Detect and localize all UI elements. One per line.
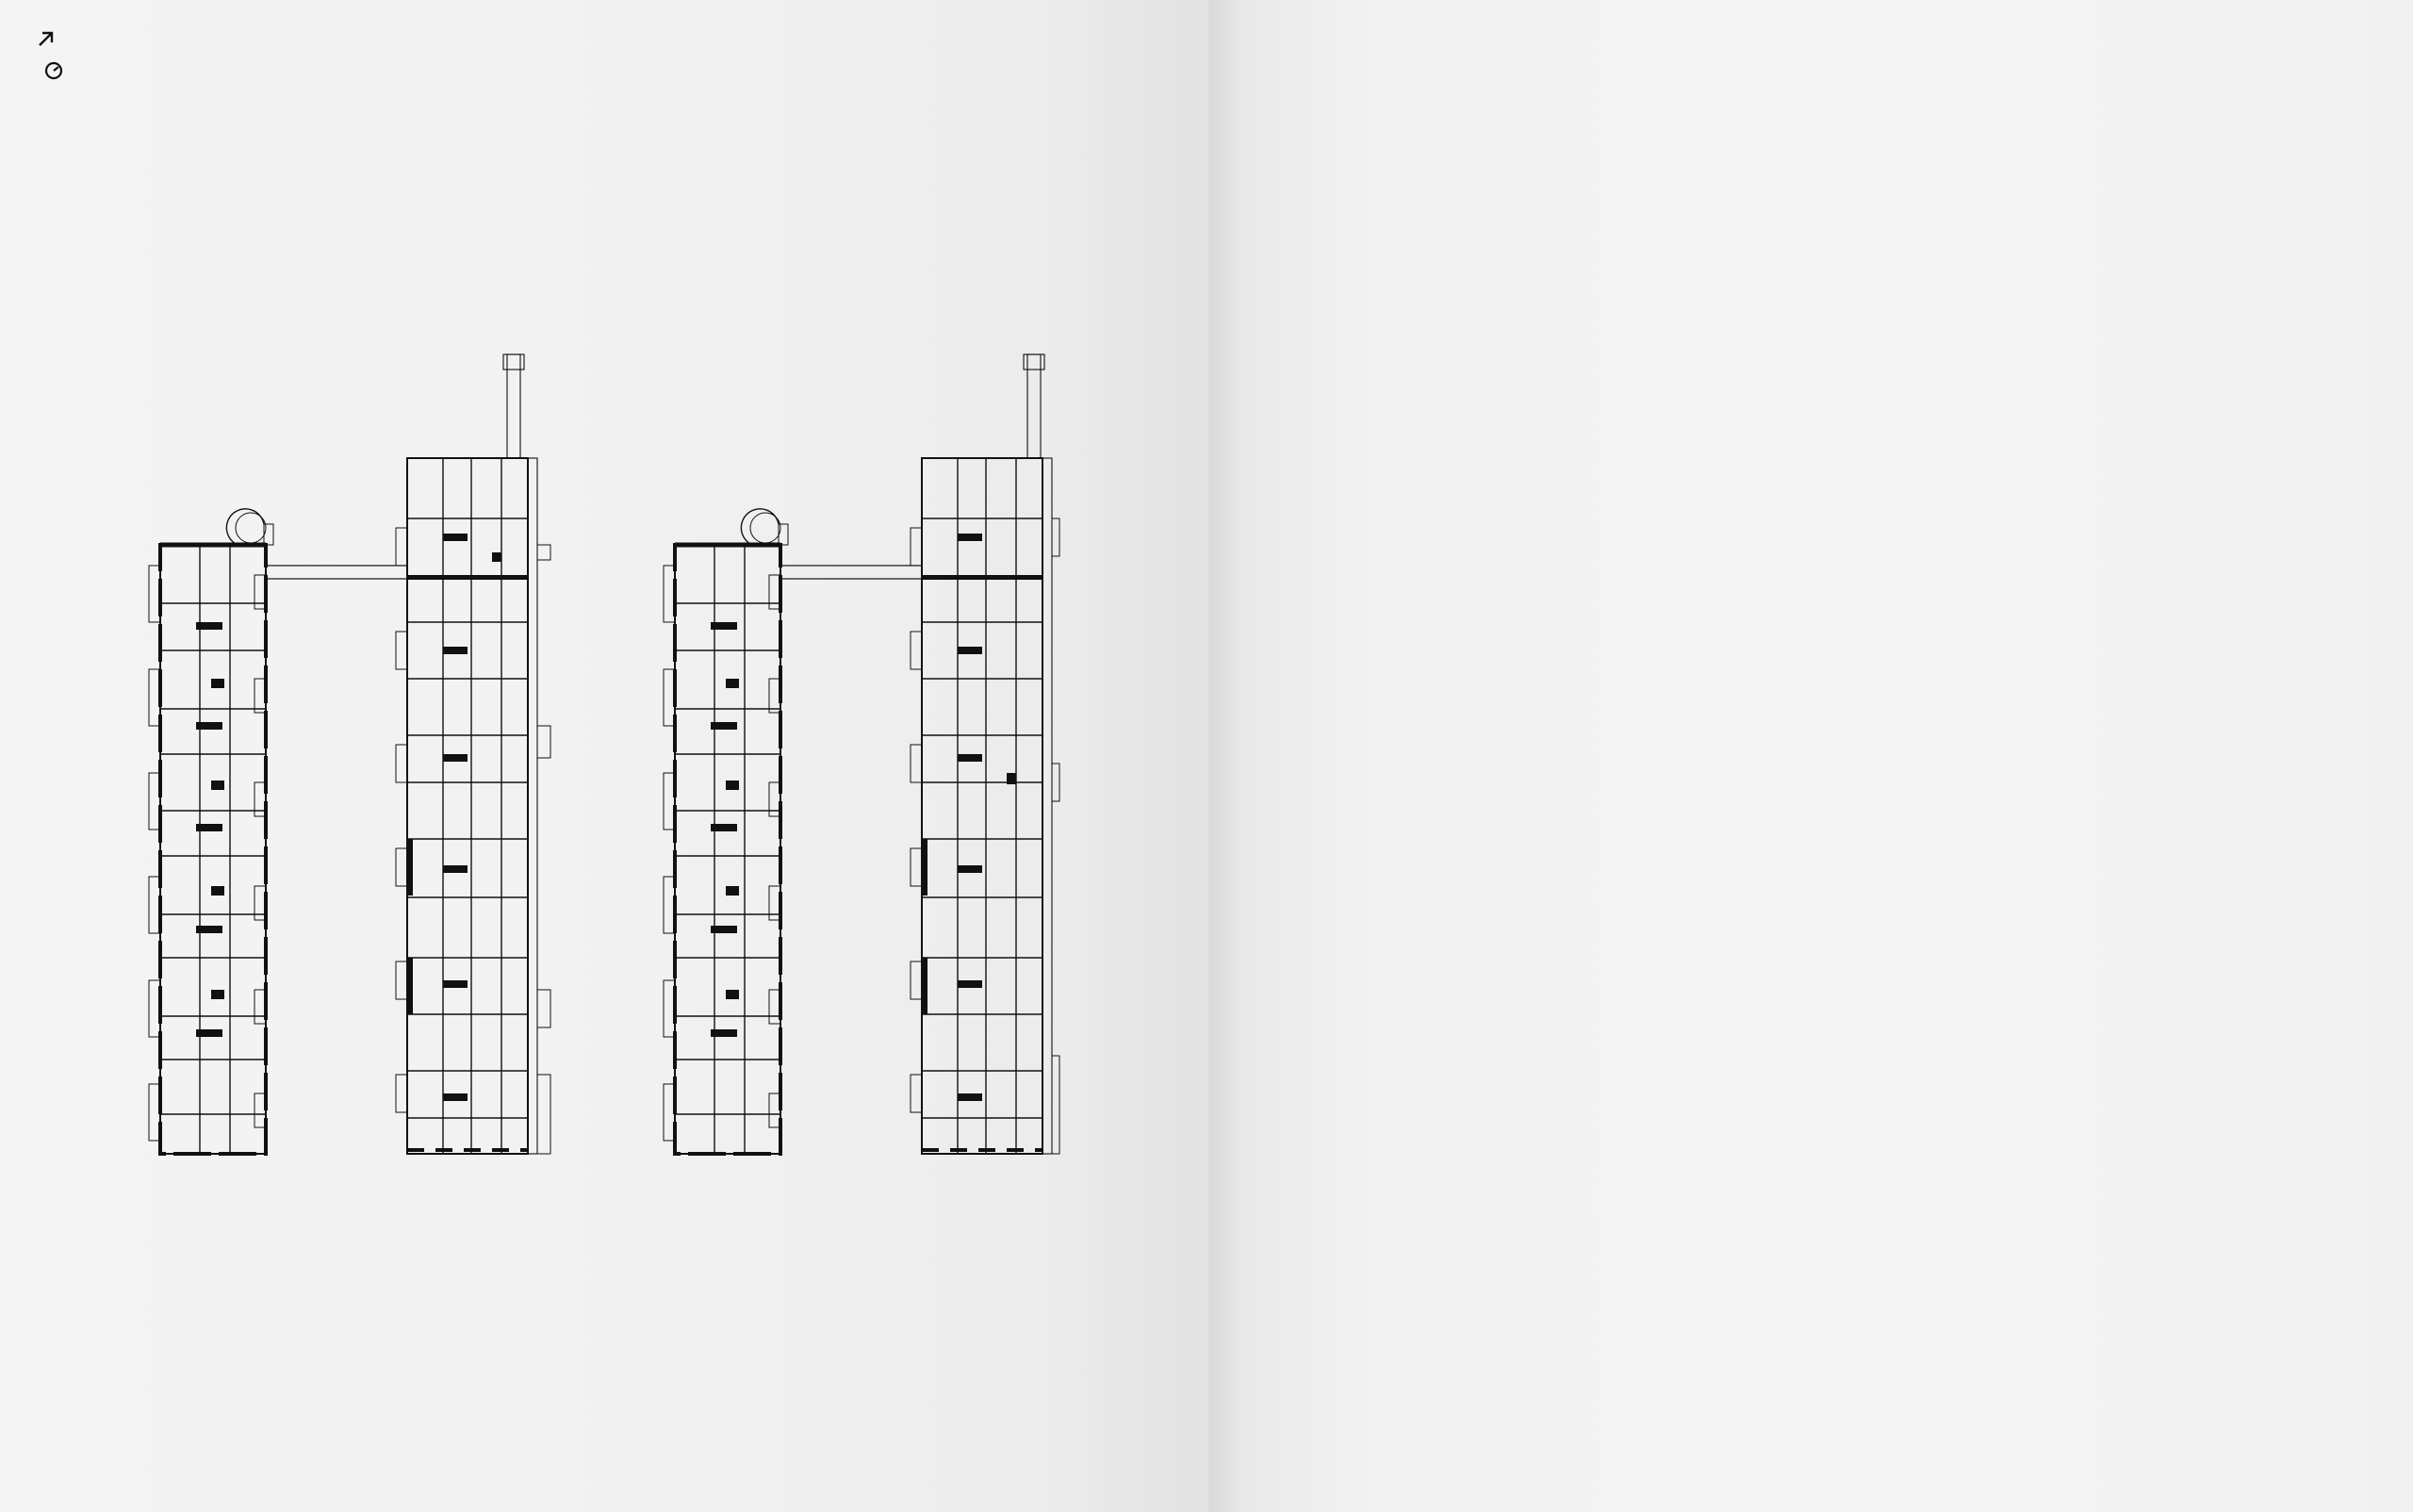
- left-reference-line: [36, 28, 64, 49]
- circle-scale-icon: [43, 60, 64, 81]
- floor-plan-neuwiesen-b: [647, 339, 1080, 1169]
- floor-plan-neuwiesen-a: [132, 339, 566, 1169]
- right-page: [1208, 0, 2413, 1512]
- left-caption: [36, 60, 72, 81]
- arrow-northeast-icon: [36, 28, 57, 49]
